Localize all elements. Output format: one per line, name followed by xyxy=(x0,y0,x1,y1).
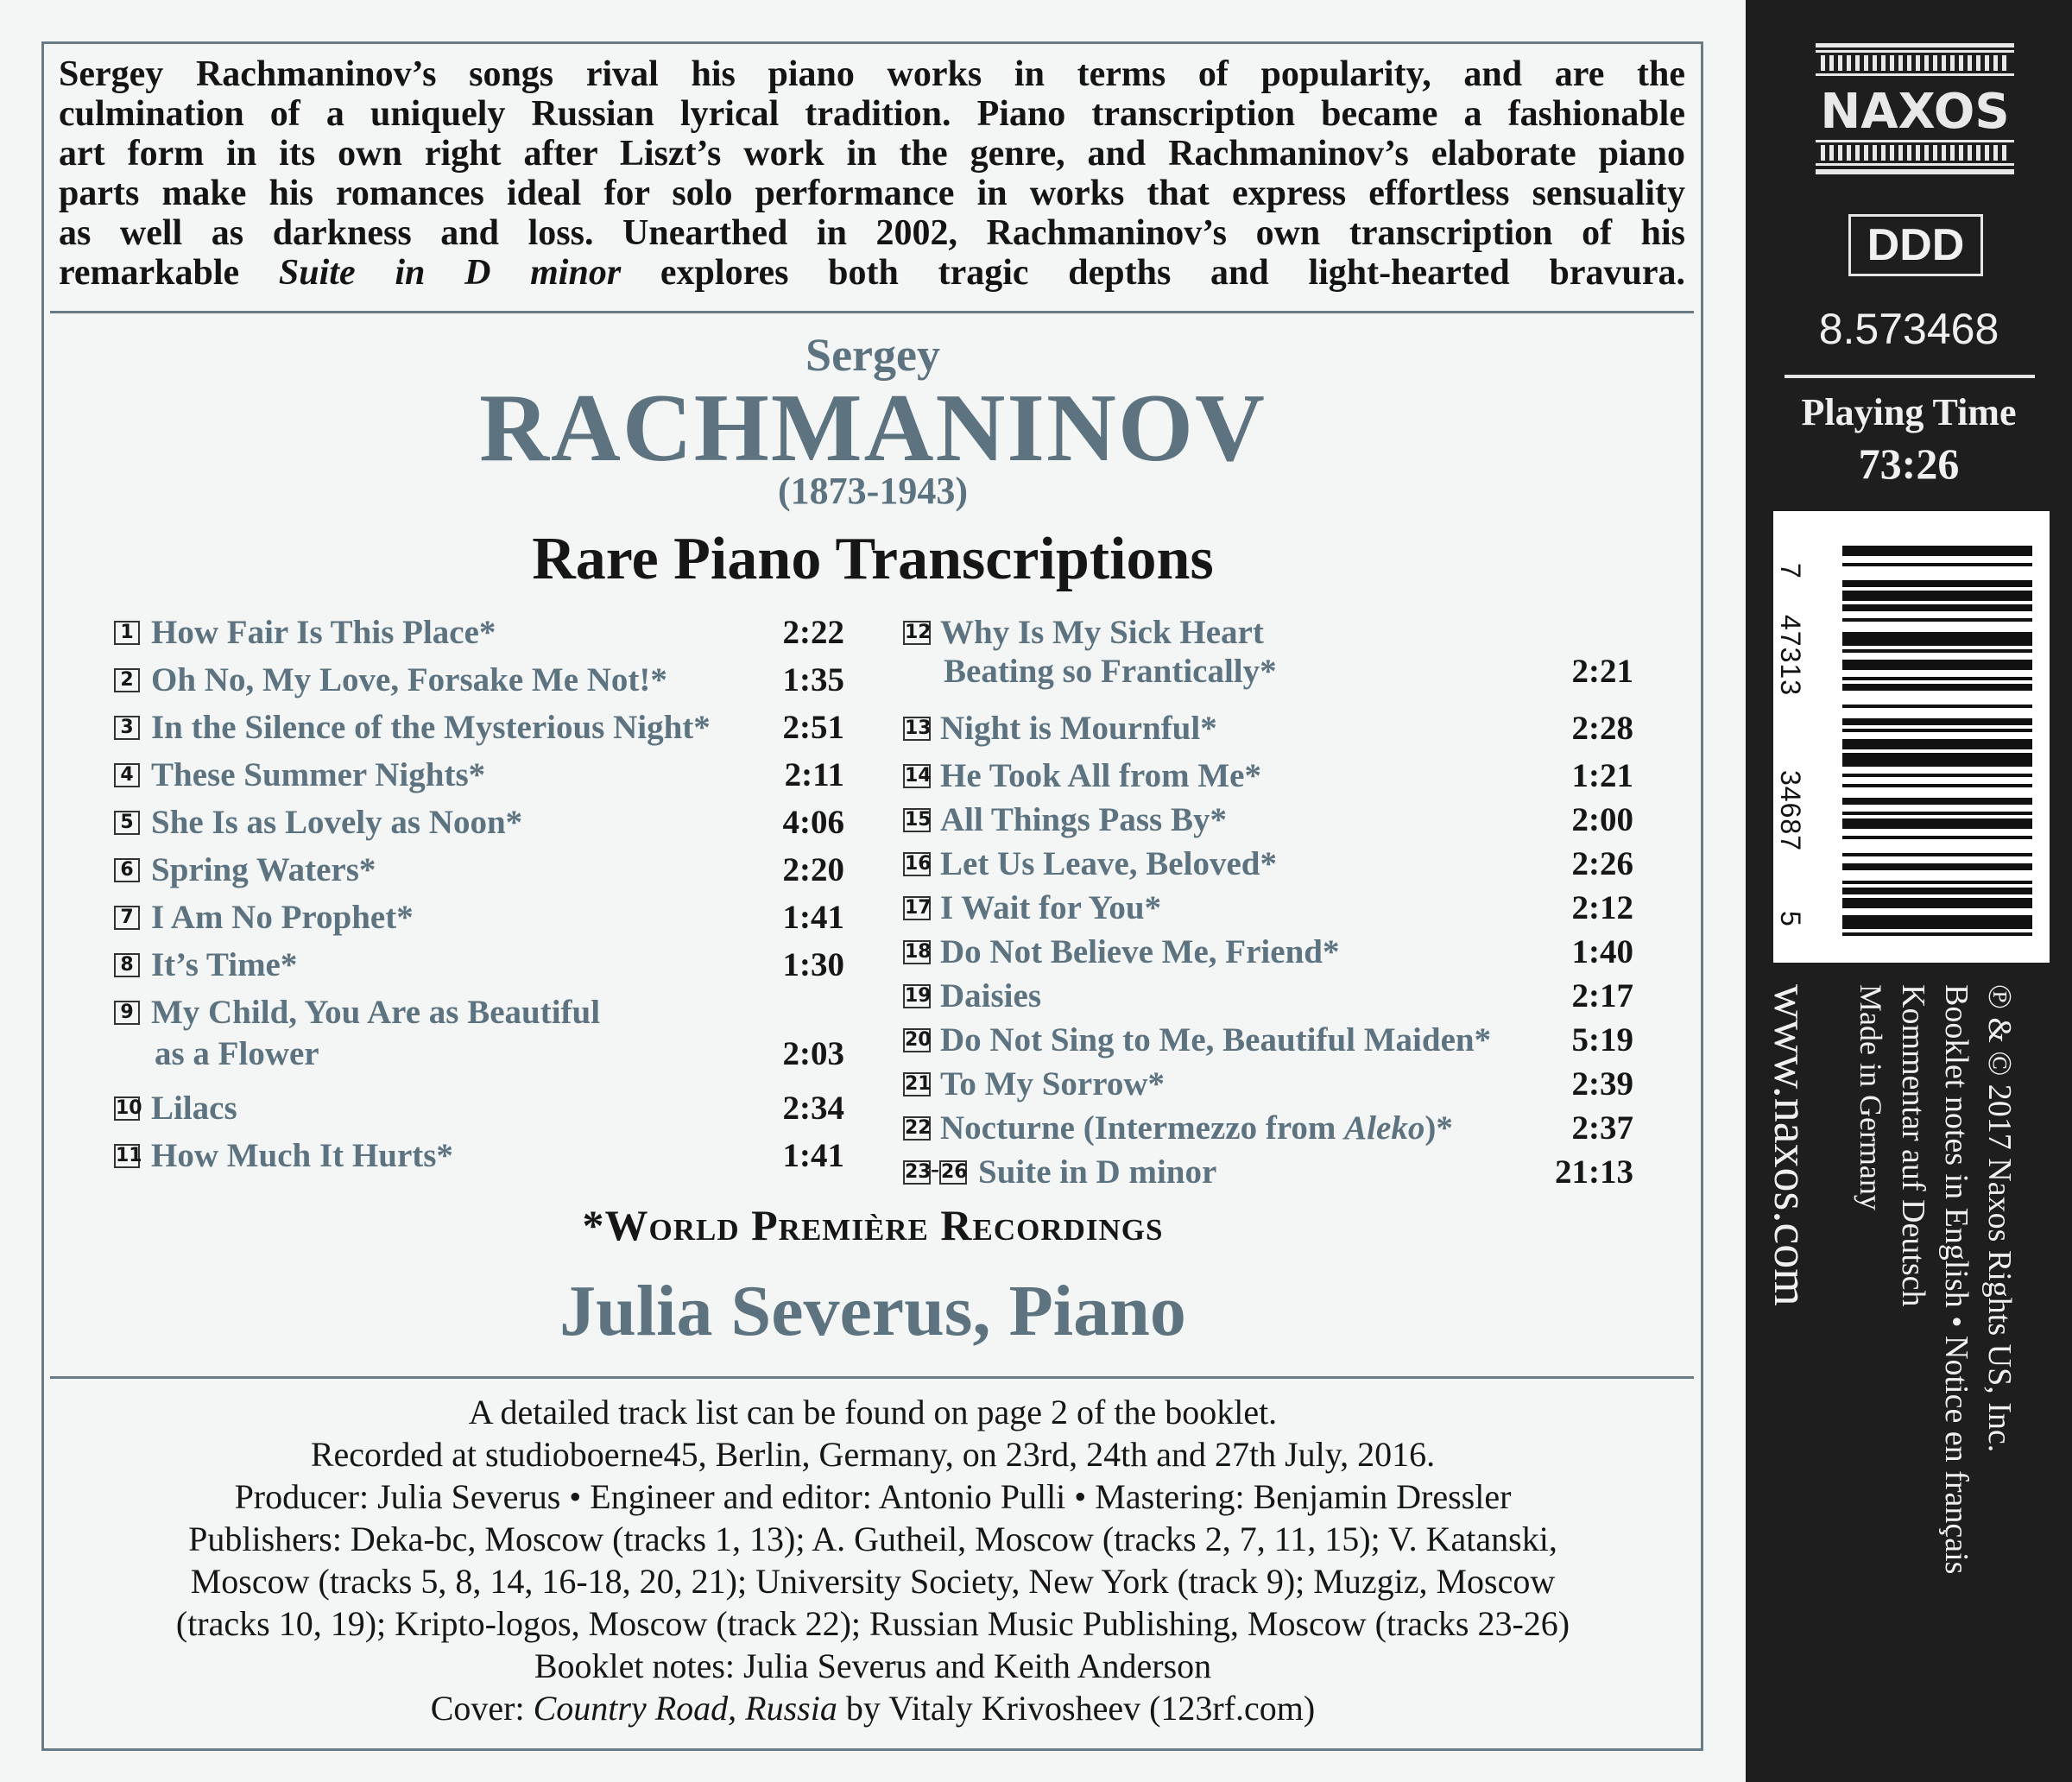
intro-line: remarkable Suite in D minor explores both tragic depths and light-hearted bravura. xyxy=(59,253,1685,293)
track-title: Do Not Sing to Me, Beautiful Maiden* xyxy=(940,1021,1492,1058)
track-number: 3 xyxy=(114,716,140,740)
naxos-logo-icon xyxy=(1814,41,2016,180)
world-premiere-note: *World Première Recordings xyxy=(582,1201,1164,1249)
barcode-bar xyxy=(1842,818,2032,829)
booklet-notes-languages: Booklet notes in English • Notice en français xyxy=(1938,984,1974,1575)
copyright: ℗ & © 2017 Naxos Rights US, Inc. xyxy=(1981,984,2018,1453)
track-number: 26 xyxy=(941,1161,968,1183)
track-title: He Took All from Me* xyxy=(940,757,1261,794)
track-duration: 4:06 xyxy=(782,804,844,841)
track-number: 13 xyxy=(905,717,932,739)
track-duration: 1:41 xyxy=(782,1137,844,1174)
track-title: How Fair Is This Place* xyxy=(151,614,496,651)
barcode-bar xyxy=(1842,632,2032,646)
divider xyxy=(50,1376,1694,1379)
barcode-bar xyxy=(1842,915,2032,929)
credit-line: Cover: Country Road, Russia by Vitaly Krivosheev (123rf.com) xyxy=(430,1689,1316,1728)
barcode-bar xyxy=(1842,660,2032,670)
track-number: 14 xyxy=(905,765,932,787)
track-duration: 2:12 xyxy=(1571,889,1633,926)
track-title: These Summer Nights* xyxy=(151,756,486,793)
track-number: 19 xyxy=(905,985,932,1007)
barcode-bar xyxy=(1842,563,2032,566)
track-duration: 2:39 xyxy=(1571,1065,1633,1103)
track-title: Why Is My Sick Heart xyxy=(940,614,1264,651)
barcode-bar xyxy=(1842,836,2032,839)
intro-line: as well as darkness and loss. Unearthed in 2002, Rachmaninov’s own transcription of his xyxy=(59,213,1685,253)
barcode-bar xyxy=(1842,932,2032,936)
track-row xyxy=(0,1089,1746,1127)
track-number: 7 xyxy=(114,906,140,930)
track-duration: 2:03 xyxy=(782,1035,844,1072)
barcode-bar xyxy=(1842,649,2032,653)
track-number: 4 xyxy=(114,763,140,787)
track-title: Let Us Leave, Beloved* xyxy=(940,845,1277,882)
credit-line: Publishers: Deka-bc, Moscow (tracks 1, 13); A. Gutheil, Moscow (tracks 2, 7, 11, 15); V. Katanski, xyxy=(188,1520,1557,1558)
barcode-bar xyxy=(1842,784,2032,787)
track-number: 23 xyxy=(905,1161,932,1183)
track-duration: 1:41 xyxy=(782,899,844,936)
barcode-bar xyxy=(1842,888,2032,894)
track-number: 2 xyxy=(114,668,140,692)
track-duration: 2:20 xyxy=(782,851,844,888)
track-number: 12 xyxy=(905,622,932,643)
album-title: Rare Piano Transcriptions xyxy=(532,526,1214,592)
barcode-bar xyxy=(1842,798,2032,805)
track-number: 17 xyxy=(905,897,932,919)
barcode-bar xyxy=(1842,546,2032,556)
track-duration: 2:37 xyxy=(1571,1109,1633,1147)
composer-first-name: Sergey xyxy=(805,329,940,381)
composer-dates: (1873-1943) xyxy=(778,470,968,512)
track-number: 6 xyxy=(114,858,140,882)
track-duration: 2:26 xyxy=(1571,845,1633,882)
barcode-bar xyxy=(1842,718,2032,725)
performer: Julia Severus, Piano xyxy=(559,1271,1186,1351)
track-title: Nocturne (Intermezzo from Aleko)* xyxy=(940,1109,1453,1147)
barcode-bars xyxy=(1773,511,2050,963)
track-duration: 2:00 xyxy=(1571,801,1633,838)
made-in: Made in Germany xyxy=(1854,984,1888,1210)
credit-line: Recorded at studioboerne45, Berlin, Germany, on 23rd, 24th and 27th July, 2016. xyxy=(310,1435,1436,1474)
track-duration: 2:51 xyxy=(782,709,844,746)
catalog-number: 8.573468 xyxy=(1818,305,1999,353)
track-number: 20 xyxy=(905,1029,932,1051)
track-title: Spring Waters* xyxy=(151,851,376,888)
barcode-bar xyxy=(1842,618,2032,622)
intro-line: Sergey Rachmaninov’s songs rival his piano works in terms of popularity, and are the xyxy=(59,54,1685,94)
track-number: 10 xyxy=(116,1097,142,1119)
credit-line: Producer: Julia Severus • Engineer and editor: Antonio Pulli • Mastering: Benjamin Dressler xyxy=(234,1477,1512,1516)
track-title-continued: as a Flower xyxy=(155,1035,319,1072)
track-title: I Am No Prophet* xyxy=(151,899,414,936)
barcode-bar xyxy=(1842,812,2032,815)
barcode-digit: 47313 xyxy=(1775,615,1806,696)
credit-line: (tracks 10, 19); Kripto-logos, Moscow (track 22); Russian Music Publishing, Moscow (tracks 23-26) xyxy=(175,1604,1570,1643)
track-duration: 2:21 xyxy=(1571,653,1633,690)
barcode-bar xyxy=(1842,677,2032,680)
credit-line: Moscow (tracks 5, 8, 14, 16-18, 20, 21); University Society, New York (track 9); Muzgiz, Moscow xyxy=(190,1562,1556,1601)
track-title: Lilacs xyxy=(151,1090,237,1127)
track-title: I Wait for You* xyxy=(940,889,1162,926)
track-title: All Things Pass By* xyxy=(940,801,1227,838)
track-duration: 1:21 xyxy=(1571,757,1633,794)
intro-line: art form in its own right after Liszt’s work in the genre, and Rachmaninov’s elaborate piano xyxy=(59,134,1685,174)
track-number: 11 xyxy=(116,1145,142,1166)
track-title: Do Not Believe Me, Friend* xyxy=(940,933,1340,970)
kommentar: Kommentar auf Deutsch xyxy=(1895,984,1931,1307)
barcode-bar xyxy=(1842,729,2032,732)
barcode-bar xyxy=(1842,881,2032,884)
barcode xyxy=(1773,511,2050,963)
track-title: Night is Mournful* xyxy=(940,710,1217,747)
credit-line: Booklet notes: Julia Severus and Keith Anderson xyxy=(534,1646,1212,1685)
barcode-bar xyxy=(1842,753,2032,767)
track-title: My Child, You Are as Beautiful xyxy=(151,994,601,1031)
track-range-dash: - xyxy=(931,1154,939,1183)
track-title: To My Sorrow* xyxy=(940,1065,1166,1103)
track-number: 21 xyxy=(905,1073,932,1095)
track-duration: 2:34 xyxy=(782,1090,844,1127)
credit-line: A detailed track list can be found on page 2 of the booklet. xyxy=(468,1393,1278,1431)
playing-time-value: 73:26 xyxy=(1858,439,1960,488)
barcode-bar xyxy=(1842,580,2032,587)
track-title: It’s Time* xyxy=(151,946,298,983)
track-number: 5 xyxy=(114,811,140,835)
track-number: 8 xyxy=(114,953,140,977)
barcode-bar xyxy=(1842,591,2032,601)
track-number: 1 xyxy=(114,621,140,645)
intro-paragraph xyxy=(59,54,1685,293)
barcode-digit: 34687 xyxy=(1775,770,1806,851)
track-number: 16 xyxy=(905,853,932,875)
barcode-bar xyxy=(1842,863,2032,870)
barcode-bar xyxy=(1842,853,2032,856)
track-number: 22 xyxy=(905,1117,932,1139)
track-title: Daisies xyxy=(940,977,1041,1014)
barcode-bar xyxy=(1842,705,2032,708)
track-title: Oh No, My Love, Forsake Me Not!* xyxy=(151,661,667,698)
track-title: In the Silence of the Mysterious Night* xyxy=(151,709,711,746)
barcode-bar xyxy=(1842,898,2032,908)
barcode-digit: 7 xyxy=(1775,563,1806,578)
intro-line: culmination of a uniquely Russian lyrical tradition. Piano transcription became a fashionable xyxy=(59,94,1685,134)
barcode-digit: 5 xyxy=(1775,911,1806,926)
barcode-bar xyxy=(1842,739,2032,749)
track-number: 18 xyxy=(905,941,932,963)
track-title-continued: Beating so Frantically* xyxy=(944,653,1277,690)
barcode-bar xyxy=(1842,604,2032,611)
playing-time-label: Playing Time xyxy=(1801,391,2017,433)
track-duration: 1:40 xyxy=(1571,933,1633,970)
track-duration: 2:11 xyxy=(784,756,844,793)
barcode-bar xyxy=(1842,684,2032,691)
spine-divider xyxy=(1785,375,2035,378)
track-duration: 5:19 xyxy=(1571,1021,1633,1058)
intro-line: parts make his romances ideal for solo performance in works that express effortless sensuality xyxy=(59,174,1685,213)
track-title: Suite in D minor xyxy=(978,1153,1217,1191)
track-duration: 21:13 xyxy=(1555,1153,1633,1191)
track-title: She Is as Lovely as Noon* xyxy=(151,804,523,841)
ddd-badge: DDD xyxy=(1848,214,1983,276)
track-duration: 1:35 xyxy=(782,661,844,698)
track-title: How Much It Hurts* xyxy=(151,1137,453,1174)
track-number: 9 xyxy=(114,1001,140,1025)
track-duration: 2:17 xyxy=(1571,977,1633,1014)
track-number: 15 xyxy=(905,809,932,831)
divider xyxy=(50,311,1694,313)
barcode-bar xyxy=(1842,774,2032,777)
composer-surname: RACHMANINOV xyxy=(479,375,1267,482)
website-link[interactable]: www.naxos.com xyxy=(1764,984,1817,1306)
track-duration: 2:22 xyxy=(782,614,844,651)
logo-lettering: NAXOS xyxy=(1820,84,2010,140)
track-duration: 2:28 xyxy=(1571,710,1633,747)
track-duration: 1:30 xyxy=(782,946,844,983)
